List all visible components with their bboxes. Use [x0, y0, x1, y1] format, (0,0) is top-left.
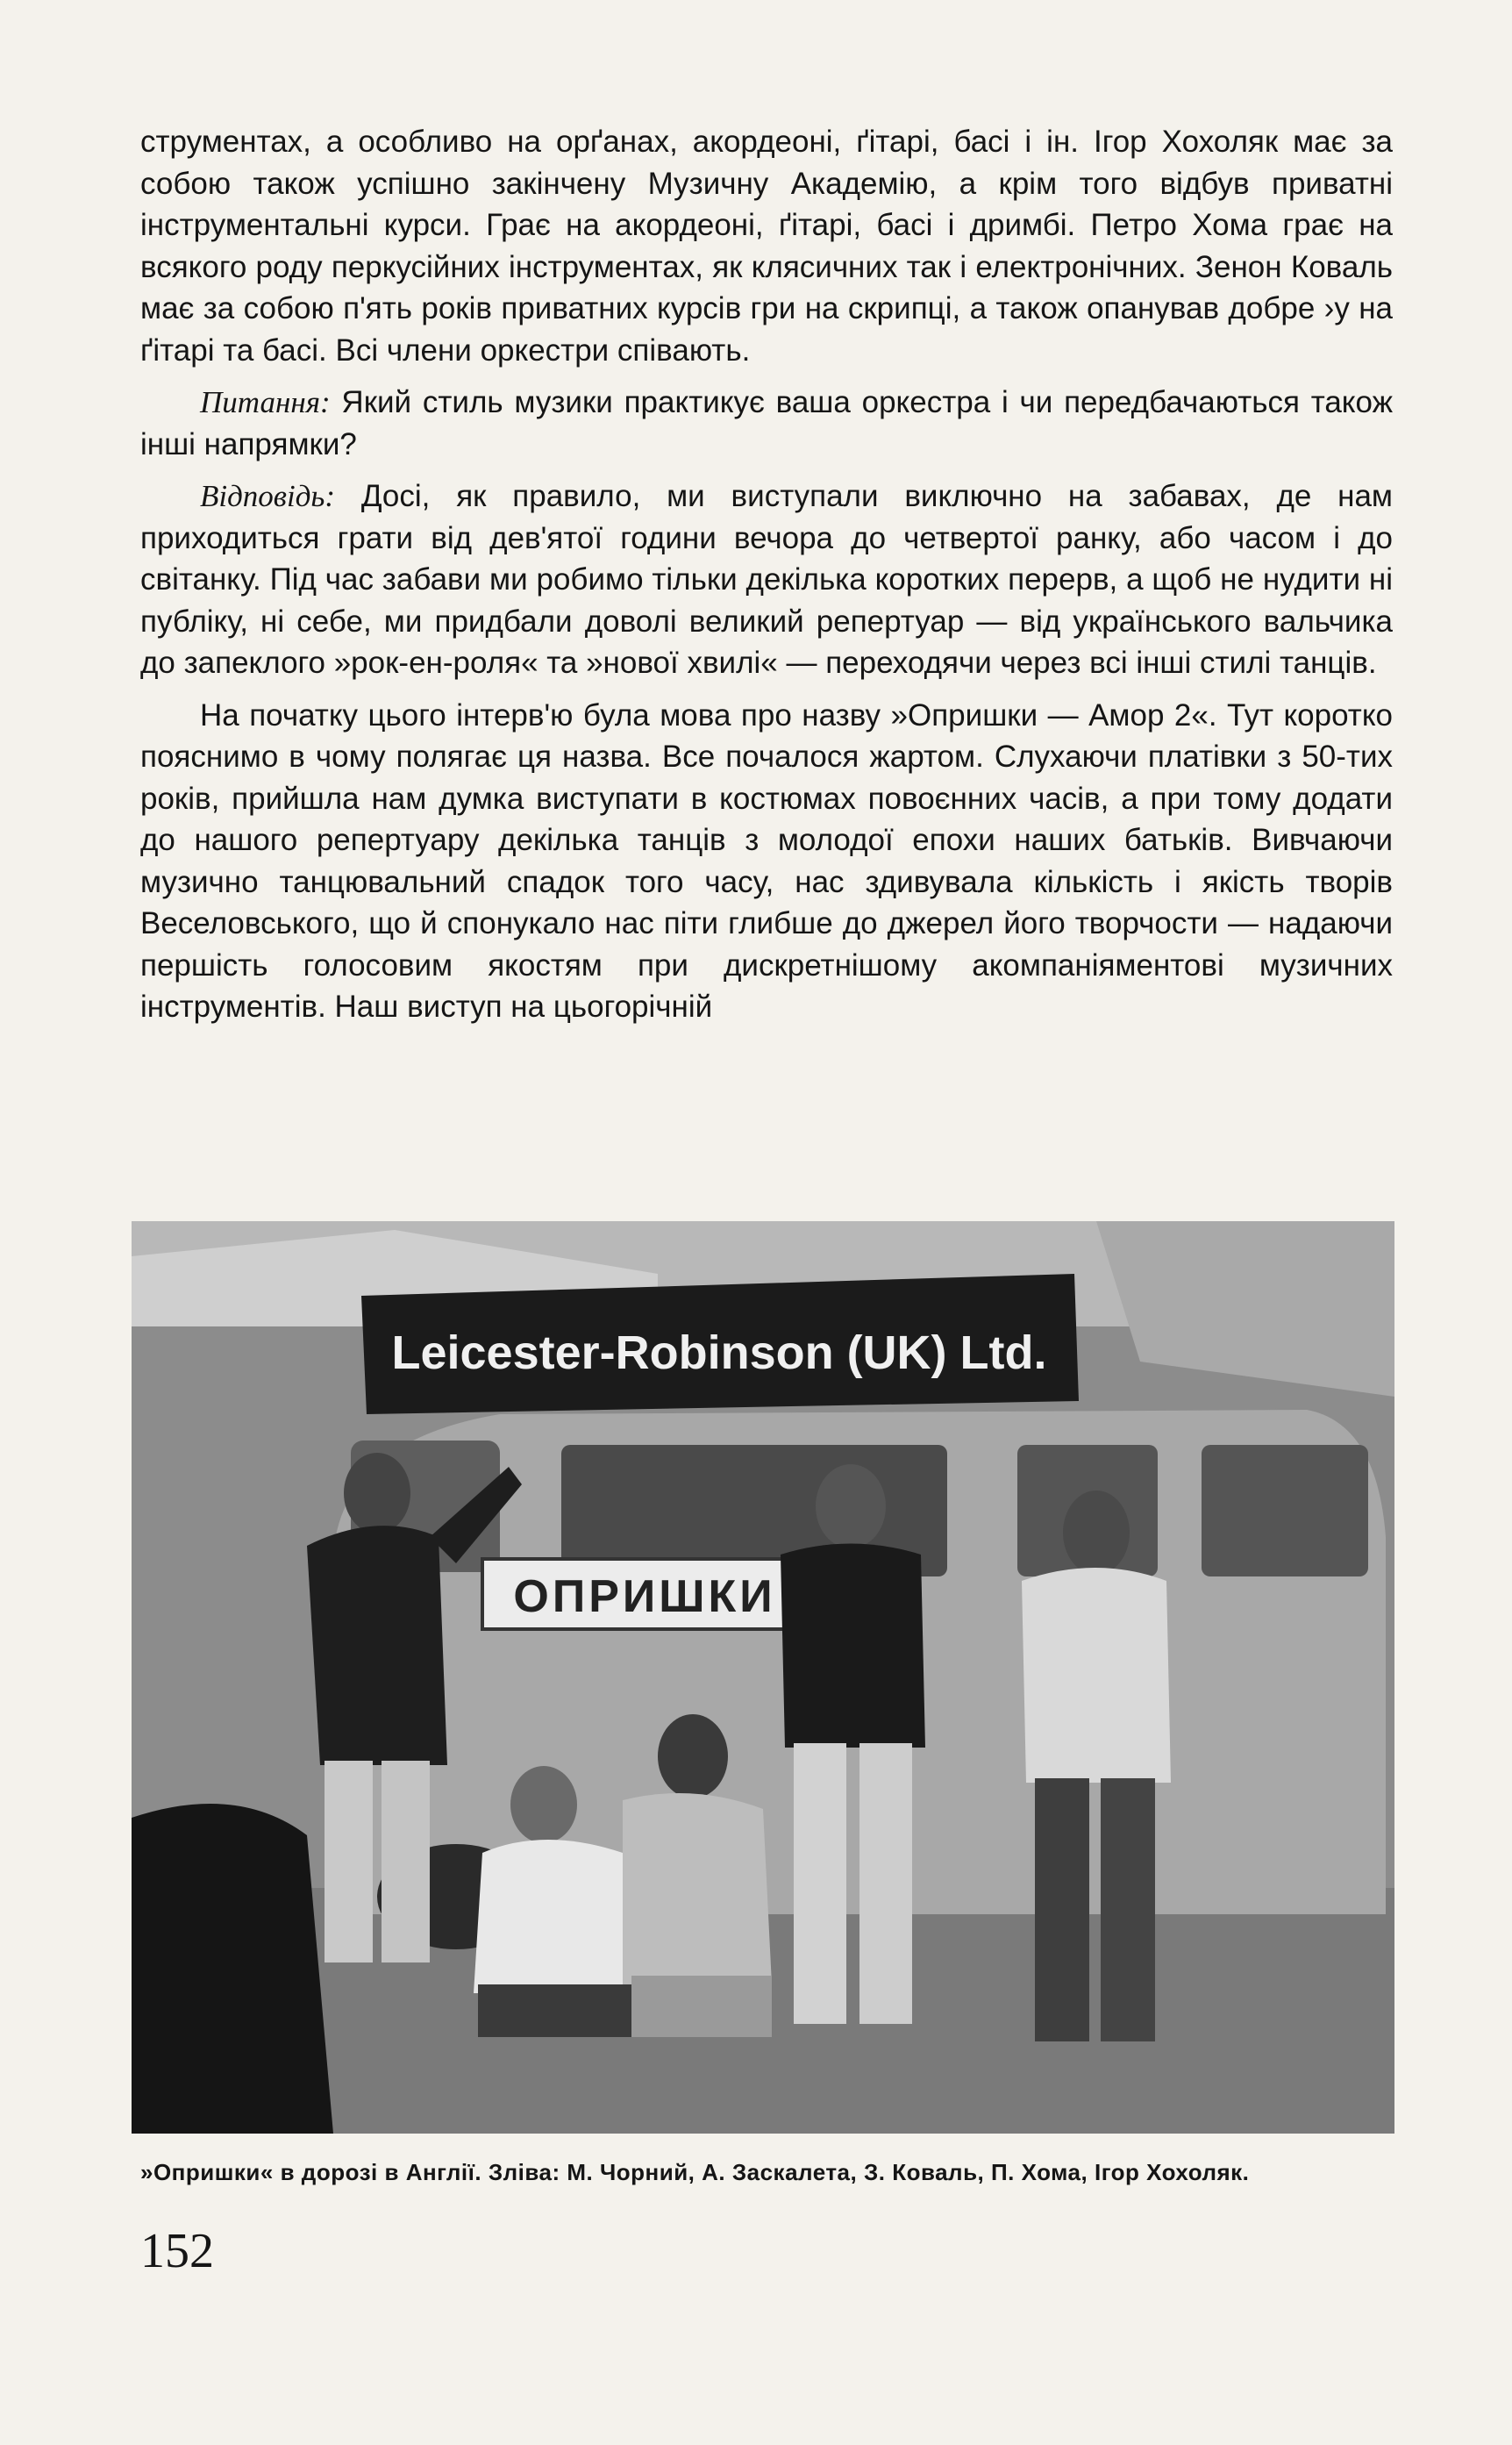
- answer-label: Відповідь:: [200, 479, 336, 513]
- paragraph-4: На початку цього інтерв'ю була мова про назву »Опришки — Амор 2«. Тут коротко пояснимо в чому полягає ця назва. Все почалося жартом. Слухаючи платівки з 50-тих років, прийшла нам думка виступати в костюмах повоєнних часів, а при тому додати до нашого репертуару декілька танців з молодої епохи наших батьків. Вивчаючи музично танцювальний спадок того часу, нас здивувала кількість і якість творів Веселовського, що й спонукало нас піти глибше до джерел його творчости — надаючи першість голосовим якостям при дискретнішому акомпаніяментові музичних інструментів. Наш виступ на цьогорічній: [140, 697, 1393, 1024]
- question-label: Питання:: [200, 385, 331, 419]
- paragraph-1: струментах, а особливо на орґанах, акордеоні, ґітарі, басі і ін. Ігор Хохоляк має за собою також успішно закінчену Музичну Академію, а крім того відбув приватні інструментальні курси. Грає на акордеоні, ґітарі, басі і дримбі. Петро Хома грає на всякого роду перкусійних інструментах, як клясичних так і електронічних. Зенон Коваль має за собою п'ять років приватних курсів гри на скрипці, а також опанував добре ›у на ґітарі та басі. Всі члени оркестри співають.: [140, 125, 1393, 368]
- body-text: [140, 121, 1393, 1028]
- band-photo: [132, 1221, 1394, 2134]
- answer-text: Досі, як правило, ми виступали виключно на забавах, де нам приходиться грати від дев'ятої години вечора до четвертої ранку, або часом і до світанку. Під час забави ми робимо тільки декілька коротких перерв, а щоб не нудити ні публіку, ні себе, ми придбали доволі великий репертуар — від українського вальчика до запеклого »рок-ен-роля« та »нової хвилі« — переходячи через всі інші стилі танців.: [140, 479, 1393, 680]
- window-sign-text: ОПРИШКИ: [513, 1571, 776, 1622]
- answer-paragraph: [140, 475, 1393, 684]
- question-text: Який стиль музики практикує ваша оркестра і чи передбачаються також інші напрямки?: [140, 385, 1393, 461]
- band-photo-illustration: [132, 1221, 1394, 2134]
- page-number: 152: [140, 2224, 214, 2278]
- photo-caption: »Опришки« в дорозі в Англії. Зліва: М. Чорний, А. Заскалета, З. Коваль, П. Хома, Ігор Хохоляк.: [140, 2159, 1250, 2185]
- question-paragraph: [140, 382, 1393, 465]
- van-banner-text: Leicester-Robinson (UK) Ltd.: [391, 1326, 1047, 1379]
